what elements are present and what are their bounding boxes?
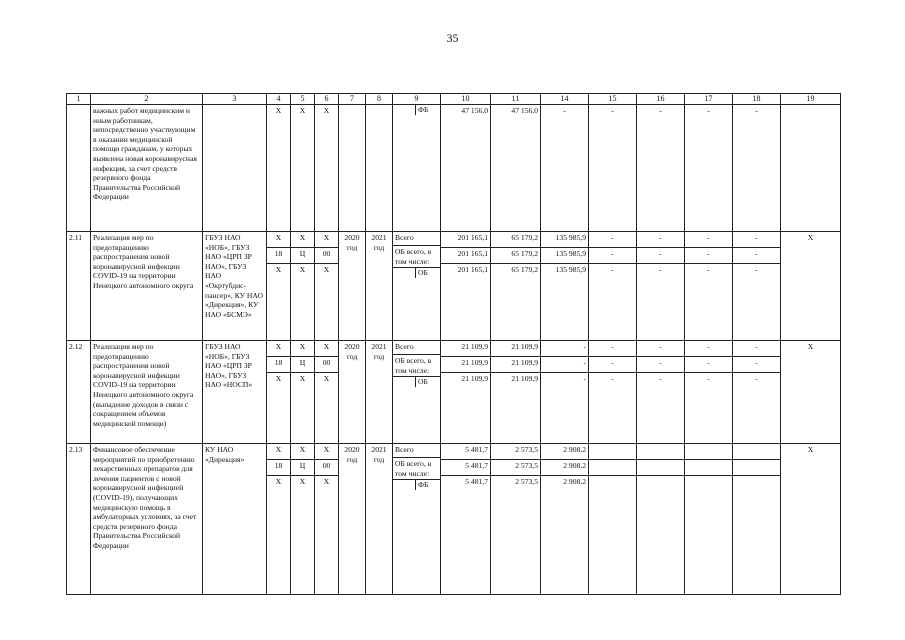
value-cell: - — [637, 341, 684, 357]
value-cell: - — [755, 265, 758, 274]
source-label — [393, 480, 415, 490]
value-cell — [733, 444, 780, 460]
code-cell-column — [267, 341, 291, 444]
value-cell — [685, 444, 732, 460]
value-cell: - — [637, 105, 685, 232]
header-cell: 17 — [685, 94, 733, 105]
value-cell-column — [541, 232, 589, 341]
value-cell — [589, 444, 636, 460]
value-cell: 2 573,5 — [491, 444, 540, 460]
code-cell: Х — [267, 341, 290, 357]
header-cell: 1 — [67, 94, 91, 105]
value-cell: 21 109,9 — [441, 357, 490, 373]
row-number: 2.11 — [67, 232, 91, 341]
header-cell: 9 — [393, 94, 441, 105]
value-cell-column — [733, 444, 781, 595]
source-label: ФБ — [415, 105, 440, 115]
header-cell: 2 — [91, 94, 203, 105]
value-cell: - — [589, 341, 636, 357]
value-cell-column — [541, 341, 589, 444]
value-cell: - — [541, 105, 589, 232]
code-cell: Х — [315, 444, 338, 460]
row-number: 2.12 — [67, 341, 91, 444]
source-label: ОБ всего, в том числе: — [395, 247, 432, 266]
column-19-cell: Х — [781, 444, 841, 595]
code-cell: Х — [315, 341, 338, 357]
source-label: Всего — [395, 445, 414, 454]
value-cell: - — [733, 341, 780, 357]
code-cell: Ц — [291, 248, 314, 264]
value-cell: - — [589, 248, 636, 264]
page-number: 35 — [446, 31, 459, 45]
source-label: Всего — [395, 233, 414, 242]
code-cell: Х — [267, 105, 291, 232]
header-cell: 7 — [339, 94, 366, 105]
value-cell: - — [637, 248, 684, 264]
code-cell: Ц — [291, 460, 314, 476]
header-cell: 14 — [541, 94, 589, 105]
code-cell: 18 — [267, 248, 290, 264]
value-cell — [685, 476, 732, 595]
value-cell — [685, 460, 732, 476]
value-cell: 65 179,2 — [511, 265, 538, 274]
value-cell — [637, 460, 684, 476]
value-cell-column — [491, 341, 541, 444]
header-cell: 16 — [637, 94, 685, 105]
value-cell: 5 481,7 — [465, 477, 488, 486]
value-cell: 2 908,2 — [541, 460, 588, 476]
value-cell: - — [733, 357, 780, 373]
code-cell: Х — [267, 444, 290, 460]
table-row — [67, 105, 841, 232]
code-cell: Х — [291, 444, 314, 460]
value-cell-column — [491, 232, 541, 341]
value-cell-column — [589, 232, 637, 341]
start-year: 2020 год — [339, 232, 366, 341]
table-row — [67, 341, 841, 444]
value-cell: - — [733, 232, 780, 248]
code-cell-column — [291, 341, 315, 444]
start-year: 2020 год — [339, 444, 366, 595]
table-row — [67, 232, 841, 341]
code-cell: Х — [291, 105, 315, 232]
value-cell: 2 908,2 — [541, 444, 588, 460]
header-cell: 19 — [781, 94, 841, 105]
source-column — [393, 341, 441, 444]
source-code: ОБ — [415, 268, 440, 278]
code-cell: Х — [275, 374, 282, 383]
value-cell-column — [685, 341, 733, 444]
end-year: 2021 год — [366, 444, 393, 595]
source-code: ОБ — [415, 377, 440, 387]
value-cell: - — [685, 232, 732, 248]
end-year: 2021 год — [366, 341, 393, 444]
value-cell-column — [541, 444, 589, 595]
value-cell: - — [685, 341, 732, 357]
value-cell: 5 481,7 — [441, 460, 490, 476]
value-cell: - — [685, 248, 732, 264]
value-cell-column — [733, 341, 781, 444]
code-cell: 18 — [267, 357, 290, 373]
code-cell: 00 — [315, 248, 338, 264]
value-cell: - — [733, 248, 780, 264]
code-cell: Х — [275, 477, 282, 486]
value-cell: - — [685, 357, 732, 373]
measure-name: Реализация мер по предотвращению распространения новой коронавирусной инфекции COVID-19 на территории Ненецкого автономного округа (выпадение доходов в связи с сокращением объемов медицинской помощи) — [91, 341, 203, 444]
measure-name: важных работ медицинским и иным работникам, непосредственно участвующим в оказании медицинской помощи гражданам, у которых выявлена новая коронавирусная инфекция, за счет средств резервного фонда Правительства Российской Федерации — [91, 105, 203, 232]
code-cell: Х — [291, 341, 314, 357]
value-cell — [637, 444, 684, 460]
code-cell: Х — [299, 477, 306, 486]
source-label: Всего — [395, 342, 414, 351]
value-cell: - — [541, 357, 588, 373]
code-cell: Х — [323, 374, 330, 383]
source-label: ОБ всего, в том числе: — [395, 459, 432, 478]
value-cell: 2 573,5 — [491, 460, 540, 476]
source-label — [393, 268, 415, 278]
value-cell: 5 481,7 — [441, 444, 490, 460]
end-year: 2021 год — [366, 232, 393, 341]
table-row — [67, 444, 841, 595]
executor-cell: ГБУЗ НАО «НОБ», ГБУЗ НАО «ЦРП ЗР НАО», ГБУЗ НАО «Окртубдис-пансер», КУ НАО «Дирекция», КУ НАО «БСМЭ» — [203, 232, 267, 341]
value-cell: - — [755, 374, 758, 383]
value-cell — [637, 476, 684, 595]
value-cell: - — [541, 341, 588, 357]
code-cell-column — [315, 232, 339, 341]
source-column — [393, 444, 441, 595]
column-19-cell: Х — [781, 341, 841, 444]
code-cell: 00 — [315, 357, 338, 373]
value-cell: 135 985,9 — [541, 248, 588, 264]
value-cell: 201 165,1 — [457, 265, 488, 274]
header-cell: 3 — [203, 94, 267, 105]
code-cell-column — [315, 341, 339, 444]
value-cell: 47 156,0 — [491, 105, 541, 232]
value-cell-column — [491, 444, 541, 595]
value-cell-column — [441, 341, 491, 444]
executor-cell: ГБУЗ НАО «НОБ», ГБУЗ НАО «ЦРП ЗР НАО», ГБУЗ НАО «НОСП» — [203, 341, 267, 444]
executor-cell: КУ НАО «Дирекция» — [203, 444, 267, 595]
header-cell: 18 — [733, 94, 781, 105]
value-cell — [589, 476, 636, 595]
program-table — [66, 93, 841, 595]
code-cell: Х — [315, 105, 339, 232]
code-cell: Х — [323, 477, 330, 486]
value-cell — [733, 460, 780, 476]
header-cell: 10 — [441, 94, 491, 105]
value-cell-column — [637, 341, 685, 444]
value-cell — [733, 476, 780, 595]
value-cell-column — [589, 341, 637, 444]
value-cell: 21 109,9 — [441, 341, 490, 357]
source-label: ОБ всего, в том числе: — [395, 356, 432, 375]
value-cell: - — [659, 374, 662, 383]
value-cell: 135 985,9 — [555, 265, 586, 274]
header-cell: 15 — [589, 94, 637, 105]
header-cell: 5 — [291, 94, 315, 105]
value-cell: 47 156,0 — [441, 105, 491, 232]
value-cell: 135 985,9 — [541, 232, 588, 248]
header-cell: 6 — [315, 94, 339, 105]
value-cell-column — [733, 232, 781, 341]
value-cell-column — [685, 232, 733, 341]
code-cell: Х — [323, 265, 330, 274]
code-cell-column — [267, 444, 291, 595]
value-cell-column — [589, 444, 637, 595]
value-cell: 65 179,2 — [491, 232, 540, 248]
value-cell: - — [707, 265, 710, 274]
code-cell-column — [291, 444, 315, 595]
value-cell: 21 109,9 — [461, 374, 488, 383]
value-cell: - — [583, 374, 586, 383]
value-cell: - — [637, 232, 684, 248]
value-cell-column — [637, 444, 685, 595]
row-number: 2.13 — [67, 444, 91, 595]
value-cell: 2 573,5 — [515, 477, 538, 486]
value-cell: 21 109,9 — [491, 341, 540, 357]
value-cell: 21 109,9 — [511, 374, 538, 383]
code-cell-column — [267, 232, 291, 341]
code-cell: Х — [299, 374, 306, 383]
header-row — [67, 94, 841, 105]
value-cell-column — [441, 232, 491, 341]
code-cell: Х — [299, 265, 306, 274]
value-cell-column — [441, 444, 491, 595]
source-code: ФБ — [415, 480, 440, 490]
value-cell: - — [611, 265, 614, 274]
value-cell: - — [611, 374, 614, 383]
value-cell: 2 908,2 — [563, 477, 586, 486]
value-cell: - — [707, 374, 710, 383]
column-19-cell: Х — [781, 232, 841, 341]
source-column — [393, 232, 441, 341]
code-cell-column — [315, 444, 339, 595]
code-cell: 00 — [315, 460, 338, 476]
value-cell: - — [589, 357, 636, 373]
value-cell — [589, 460, 636, 476]
value-cell: - — [589, 105, 637, 232]
code-cell: Х — [291, 232, 314, 248]
value-cell: - — [733, 105, 781, 232]
start-year: 2020 год — [339, 341, 366, 444]
value-cell: - — [685, 105, 733, 232]
value-cell-column — [685, 444, 733, 595]
code-cell: 18 — [267, 460, 290, 476]
header-cell: 11 — [491, 94, 541, 105]
code-cell: Х — [267, 232, 290, 248]
value-cell: 201 165,1 — [441, 232, 490, 248]
code-cell-column — [291, 232, 315, 341]
header-cell: 4 — [267, 94, 291, 105]
value-cell: - — [637, 357, 684, 373]
header-cell: 8 — [366, 94, 393, 105]
source-label — [393, 377, 415, 387]
code-cell: Х — [275, 265, 282, 274]
code-cell: Х — [315, 232, 338, 248]
value-cell: - — [589, 232, 636, 248]
measure-name: Финансовое обеспечение мероприятий по приобретению лекарственных препаратов для лечения пациентов с новой коронавирусной инфекцией (COVID-19), получающих медицинскую помощь в амбулаторных условиях, за счет средств резервного фонда Правительства Российской Федерации — [91, 444, 203, 595]
value-cell: 201 165,1 — [441, 248, 490, 264]
value-cell: - — [659, 265, 662, 274]
value-cell: 21 109,9 — [491, 357, 540, 373]
code-cell: Ц — [291, 357, 314, 373]
measure-name: Реализация мер по предотвращению распространения новой коронавирусной инфекции COVID-19 на территории Ненецкого автономного округа — [91, 232, 203, 341]
value-cell: 65 179,2 — [491, 248, 540, 264]
value-cell-column — [637, 232, 685, 341]
